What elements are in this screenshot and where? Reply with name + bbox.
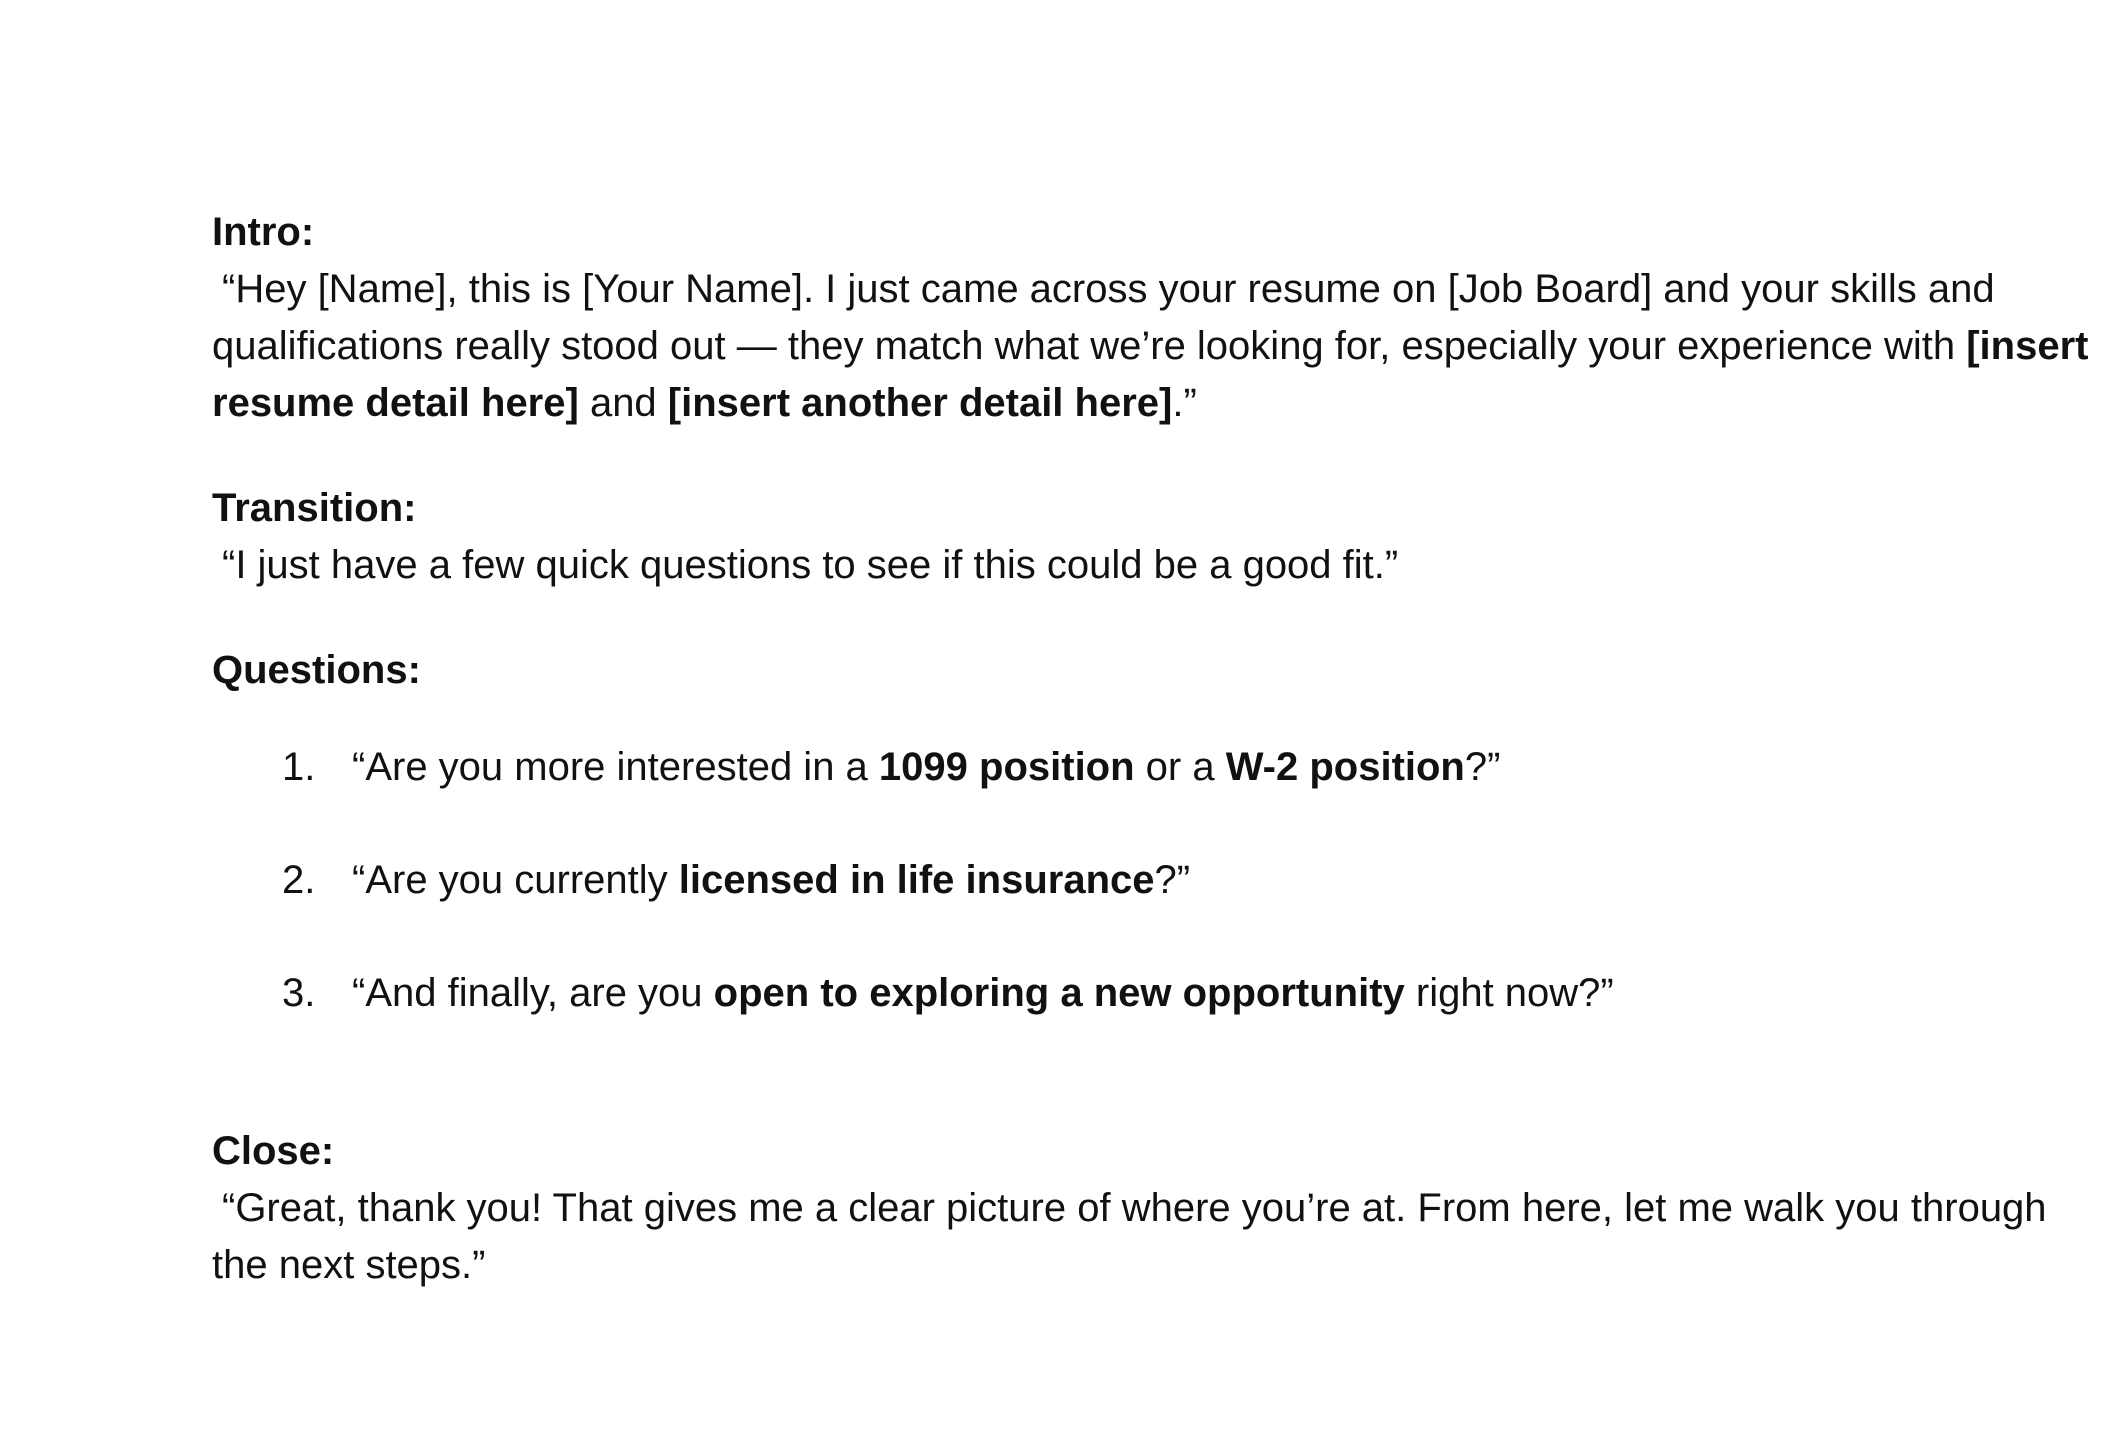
intro-bold-2: [insert another detail here]	[667, 381, 1173, 425]
question-text: “And finally, are you	[352, 971, 714, 1015]
question-text: “Are you more interested in a	[352, 745, 879, 789]
intro-heading: Intro:	[212, 210, 315, 254]
intro-paragraph	[212, 261, 2092, 432]
question-text: ?”	[1154, 858, 1191, 902]
intro-text-2: and	[578, 381, 668, 425]
question-number: 1.	[282, 745, 316, 789]
question-item-3	[212, 965, 2092, 1022]
question-bold: W-2 position	[1225, 745, 1465, 789]
close-heading: Close:	[212, 1129, 335, 1173]
transition-heading: Transition:	[212, 486, 417, 530]
intro-text-1: “Hey [Name], this is [Your Name]. I just came across your resume on [Job Board] and your skills and qualifications really stood out — they match what we’re looking for, especially your experience with	[212, 267, 1995, 368]
questions-heading: Questions:	[212, 648, 421, 692]
question-number: 2.	[282, 858, 316, 902]
question-text: or a	[1134, 745, 1226, 789]
intro-bold-1: [insert resume detail here]	[212, 324, 2089, 425]
transition-paragraph: “I just have a few quick questions to see if this could be a good fit.”	[222, 543, 1399, 587]
intro-section	[212, 204, 2092, 432]
question-number: 3.	[282, 971, 316, 1015]
questions-section	[212, 642, 2092, 1022]
question-bold: open to exploring a new opportunity	[713, 971, 1405, 1015]
intro-text-3: .”	[1172, 381, 1197, 425]
question-item-2	[212, 852, 2092, 909]
transition-section	[212, 480, 2092, 594]
question-text: right now?”	[1404, 971, 1614, 1015]
questions-list	[212, 739, 2092, 1022]
question-text: “Are you currently	[352, 858, 679, 902]
close-paragraph: “Great, thank you! That gives me a clear picture of where you’re at. From here, let me walk you through the next steps.”	[212, 1186, 2047, 1287]
document-body	[212, 204, 2092, 1294]
close-section	[212, 1123, 2092, 1294]
question-item-1	[212, 739, 2092, 796]
question-bold: licensed in life insurance	[678, 858, 1155, 902]
question-text: ?”	[1464, 745, 1501, 789]
question-bold: 1099 position	[878, 745, 1135, 789]
